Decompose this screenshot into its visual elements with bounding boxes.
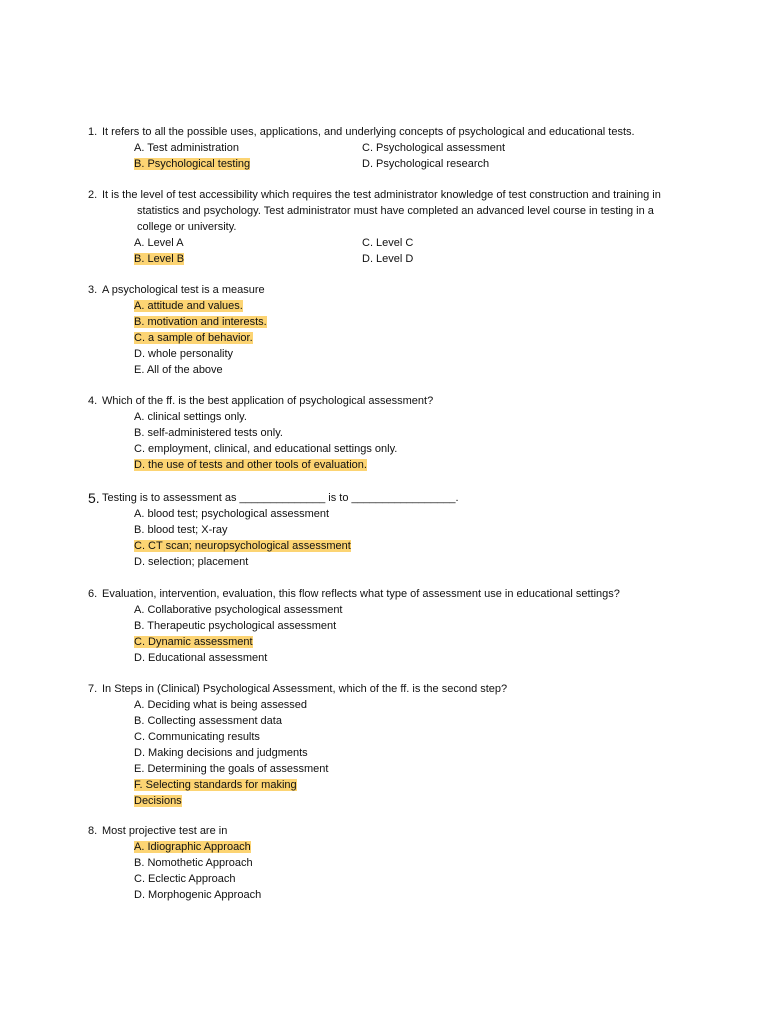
question-text-cont: college or university. bbox=[137, 221, 237, 233]
question-7 bbox=[88, 681, 728, 809]
answer-highlight: F. Selecting standards for making bbox=[134, 779, 297, 791]
question-text-cont: statistics and psychology. Test administrator must have completed an advanced level course in testing in a bbox=[137, 205, 654, 217]
question-number: 8. bbox=[88, 825, 98, 837]
option bbox=[88, 314, 728, 330]
option: A. Deciding what is being assessed bbox=[134, 699, 308, 711]
answer-highlight: A. attitude and values. bbox=[134, 300, 243, 312]
option: D. Educational assessment bbox=[134, 652, 268, 664]
option-a: A. Test administration bbox=[134, 142, 239, 154]
question-3 bbox=[88, 282, 728, 378]
question-2 bbox=[88, 187, 728, 267]
option bbox=[88, 457, 728, 473]
answer-highlight: B. motivation and interests. bbox=[134, 316, 267, 328]
option: E. All of the above bbox=[134, 364, 223, 376]
option: A. Collaborative psychological assessment bbox=[134, 604, 343, 616]
question-text: Testing is to assessment as ______________ is to _________________. bbox=[102, 492, 459, 504]
option: D. whole personality bbox=[134, 348, 234, 360]
option-a: A. Level A bbox=[134, 237, 184, 249]
option-row bbox=[88, 235, 728, 251]
question-text: It is the level of test accessibility which requires the test administrator knowledge of test construction and training in bbox=[102, 189, 661, 201]
option-d: D. Level D bbox=[362, 253, 414, 265]
option-row bbox=[88, 140, 728, 156]
question-text: Most projective test are in bbox=[102, 825, 228, 837]
question-4 bbox=[88, 393, 728, 473]
question-number: 7. bbox=[88, 683, 98, 695]
option: B. Collecting assessment data bbox=[134, 715, 282, 727]
option-row bbox=[88, 156, 728, 172]
option-row bbox=[88, 251, 728, 267]
option: C. Eclectic Approach bbox=[134, 873, 236, 885]
answer-highlight: A. Idiographic Approach bbox=[134, 841, 251, 853]
question-number: 4. bbox=[88, 395, 98, 407]
question-text: A psychological test is a measure bbox=[102, 284, 265, 296]
question-5 bbox=[88, 490, 728, 570]
question-1 bbox=[88, 124, 728, 172]
option-c: C. Level C bbox=[362, 237, 414, 249]
question-number: 1. bbox=[88, 126, 98, 138]
option bbox=[88, 839, 728, 855]
option bbox=[88, 793, 728, 809]
option bbox=[88, 777, 728, 793]
option: C. Communicating results bbox=[134, 731, 260, 743]
answer-highlight: B. Level B bbox=[134, 253, 185, 265]
answer-highlight: D. the use of tests and other tools of evaluation. bbox=[134, 459, 367, 471]
option: A. blood test; psychological assessment bbox=[134, 508, 330, 520]
answer-highlight: C. Dynamic assessment bbox=[134, 636, 253, 648]
option: D. Morphogenic Approach bbox=[134, 889, 262, 901]
answer-highlight: C. CT scan; neuropsychological assessment bbox=[134, 540, 351, 552]
answer-highlight: B. Psychological testing bbox=[134, 158, 251, 170]
question-text: It refers to all the possible uses, applications, and underlying concepts of psychological and educational tests. bbox=[102, 126, 635, 138]
question-text: In Steps in (Clinical) Psychological Assessment, which of the ff. is the second step? bbox=[102, 683, 508, 695]
question-text: Which of the ff. is the best application of psychological assessment? bbox=[102, 395, 434, 407]
question-6 bbox=[88, 586, 728, 666]
option-c: C. Psychological assessment bbox=[362, 142, 506, 154]
question-number: 5. bbox=[88, 490, 100, 506]
question-text: Evaluation, intervention, evaluation, this flow reflects what type of assessment use in educational settings? bbox=[102, 588, 620, 600]
answer-highlight: Decisions bbox=[134, 795, 182, 807]
question-number: 6. bbox=[88, 588, 98, 600]
answer-highlight: C. a sample of behavior. bbox=[134, 332, 253, 344]
option bbox=[88, 634, 728, 650]
option: B. Therapeutic psychological assessment bbox=[134, 620, 337, 632]
option bbox=[88, 330, 728, 346]
option: E. Determining the goals of assessment bbox=[134, 763, 329, 775]
question-number: 3. bbox=[88, 284, 98, 296]
option bbox=[88, 538, 728, 554]
option: A. clinical settings only. bbox=[134, 411, 247, 423]
question-number: 2. bbox=[88, 189, 98, 201]
option: B. Nomothetic Approach bbox=[134, 857, 253, 869]
option: C. employment, clinical, and educational settings only. bbox=[134, 443, 398, 455]
option: B. self-administered tests only. bbox=[134, 427, 283, 439]
option-b bbox=[88, 253, 184, 265]
option-d: D. Psychological research bbox=[362, 158, 490, 170]
option-b bbox=[88, 158, 250, 170]
question-8 bbox=[88, 823, 728, 903]
option: D. Making decisions and judgments bbox=[134, 747, 308, 759]
option: B. blood test; X-ray bbox=[134, 524, 228, 536]
option: D. selection; placement bbox=[134, 556, 249, 568]
option bbox=[88, 298, 728, 314]
